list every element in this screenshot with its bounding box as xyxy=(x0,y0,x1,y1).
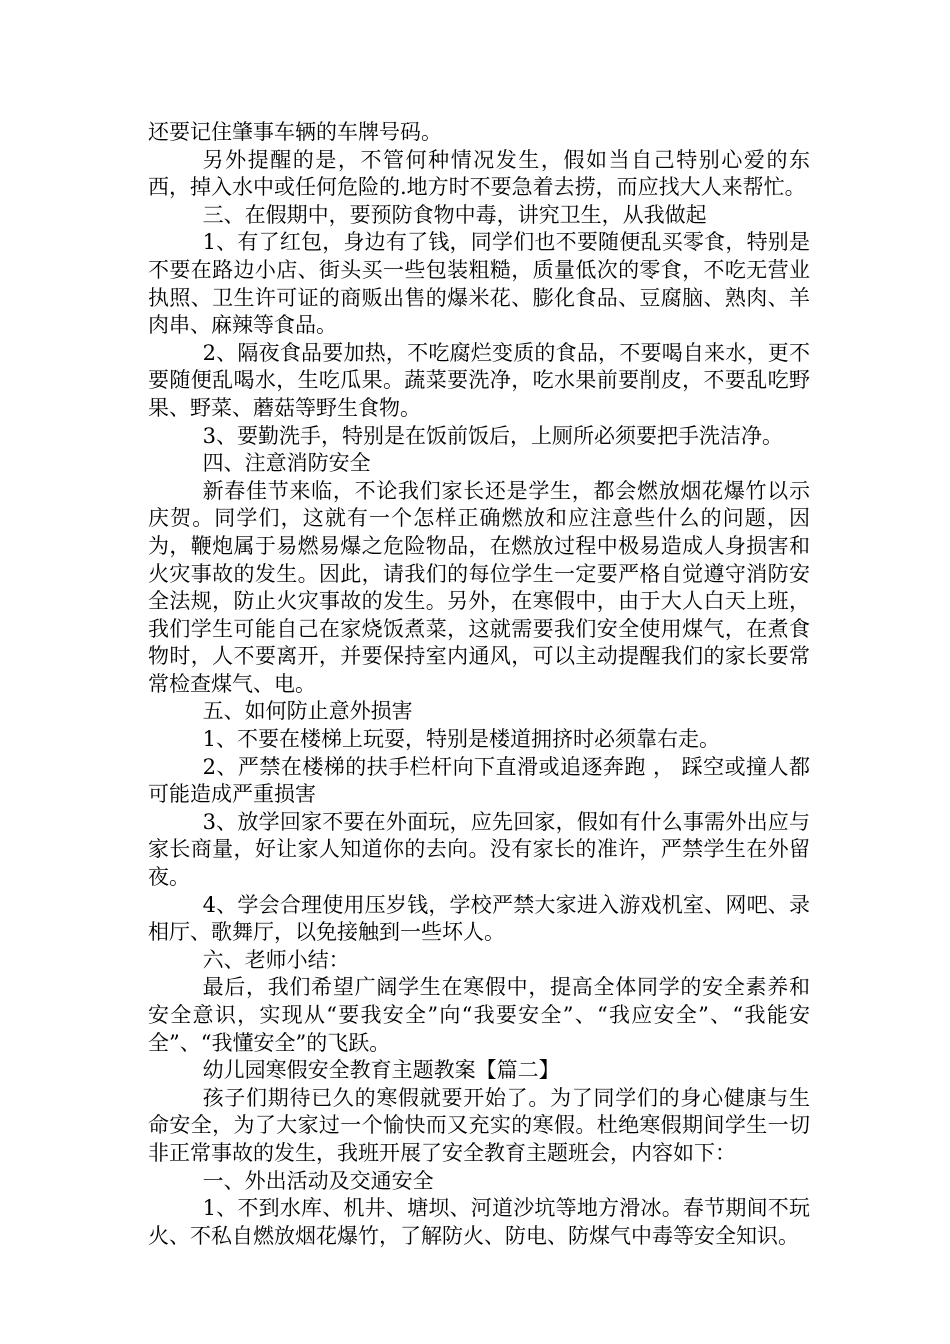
paragraph: 1、不要在楼梯上玩耍，特别是楼道拥挤时必须靠右走。 xyxy=(202,727,720,752)
paragraph: 4、学会合理使用压岁钱，学校严禁大家进入游戏机室、网吧、录相厅、歌舞厅，以免接触到一些坏人。 xyxy=(148,892,810,945)
section-heading: 四、注意消防安全 xyxy=(202,451,371,476)
paragraph: 还要记住肇事车辆的车牌号码。 xyxy=(148,120,442,144)
paragraph: 2、严禁在楼梯的扶手栏杆向下直滑或追逐奔跑 ， 踩空或撞人都可能造成严重损害 xyxy=(148,754,810,807)
section-heading: 六、老师小结： xyxy=(202,947,350,972)
paragraph: 1、不到水库、机井、塘坝、河道沙坑等地方滑冰。春节期间不玩火、不私自燃放烟花爆竹，了解防火、防电、防煤气中毒等安全知识。 xyxy=(148,1196,810,1248)
section-heading: 五、如何防止意外损害 xyxy=(202,699,413,724)
paragraph: 3、要勤洗手，特别是在饭前饭后，上厕所必须要把手洗洁净。 xyxy=(202,423,783,448)
paragraph: 3、放学回家不要在外面玩，应先回家，假如有什么事需外出应与家长商量，好让家人知道你的去向。没有家长的准许，严禁学生在外留夜。 xyxy=(148,809,810,890)
paragraph: 孩子们期待已久的寒假就要开始了。为了同学们的身心健康与生命安全，为了大家过一个愉快而又充实的寒假。杜绝寒假期间学生一切非正常事故的发生，我班开展了安全教育主题班会，内容如下： xyxy=(148,1085,810,1165)
paragraph: 最后，我们希望广阔学生在寒假中，提高全体同学的安全素养和安全意识，实现从“要我安全”向“我要安全”、“我应安全”、“我能安全”、“我懂安全”的飞跃。 xyxy=(148,975,810,1055)
article-title: 幼儿园寒假安全教育主题教案【篇二】 xyxy=(202,1058,560,1083)
section-heading: 一、外出活动及交通安全 xyxy=(202,1168,434,1193)
document-body xyxy=(148,119,810,1250)
paragraph: 另外提醒的是，不管何种情况发生，假如当自己特别心爱的东西，掉入水中或任何危险的.地方时不要急着去捞，而应找大人来帮忙。 xyxy=(148,147,810,200)
paragraph: 2、隔夜食品要加热，不吃腐烂变质的食品，不要喝自来水，更不要随便乱喝水，生吃瓜果。蔬菜要洗净，吃水果前要削皮，不要乱吃野果、野菜、蘑菇等野生食物。 xyxy=(148,340,810,420)
section-heading: 三、在假期中，要预防食物中毒，讲究卫生，从我做起 xyxy=(202,202,707,227)
paragraph: 1、有了红包，身边有了钱，同学们也不要随便乱买零食，特别是不要在路边小店、街头买一些包装粗糙，质量低次的零食，不吃无营业执照、卫生许可证的商贩出售的爆米花、膨化食品、豆腐脑、熟肉、羊肉串、麻辣等食品。 xyxy=(148,230,810,338)
paragraph: 新春佳节来临，不论我们家长还是学生，都会燃放烟花爆竹以示庆贺。同学们，这就有一个怎样正确燃放和应注意些什么的问题，因为，鞭炮属于易燃易爆之危险物品，在燃放过程中极易造成人身损害和火灾事故的发生。因此，请我们的每位学生一定要严格自觉遵守消防安全法规，防止火灾事故的发生。另外，在寒假中，由于大人白天上班，我们学生可能自己在家烧饭煮菜，这就需要我们安全使用煤气，在煮食物时，人不要离开，并要保持室内通风，可以主动提醒我们的家长要常常检查煤气、电。 xyxy=(148,478,810,696)
